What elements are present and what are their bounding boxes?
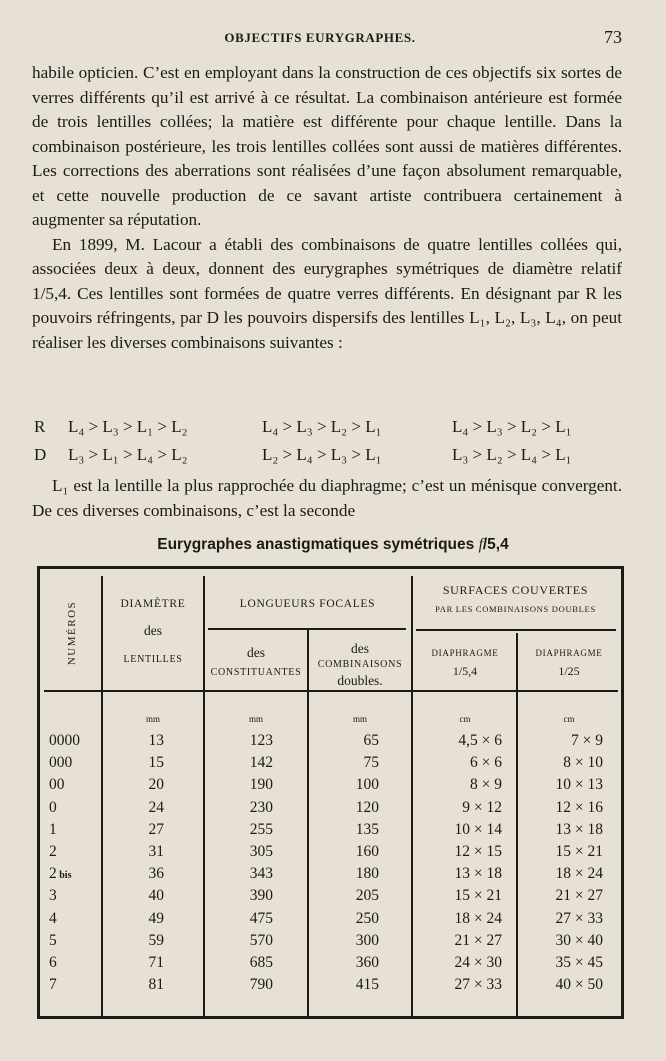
caption-ratio-f: f <box>478 536 483 553</box>
table-row <box>37 865 624 887</box>
cell-comb <box>310 821 379 839</box>
cell-s1 <box>414 865 502 883</box>
cell-num <box>49 821 97 839</box>
header-diaphragme-1 <box>414 645 516 679</box>
unit-cm-diaphragme-2: cm <box>563 714 575 724</box>
cell-num-text: 5 <box>49 931 57 949</box>
cell-diam <box>104 954 164 972</box>
cell-const <box>206 799 273 817</box>
inequality-d-2: L₂ > L₄ > L₃ > L₁ <box>262 445 382 464</box>
cell-diam <box>104 821 164 839</box>
cell-diam <box>104 910 164 928</box>
cell-s2-text: 27 × 33 <box>555 909 603 927</box>
table-row <box>37 821 624 843</box>
cell-const-text: 305 <box>249 843 273 860</box>
unit-mm-constituantes: mm <box>248 714 263 724</box>
cell-diam-text: 20 <box>148 776 164 794</box>
cell-num-text: 2 <box>49 843 57 860</box>
cell-comb <box>310 932 379 950</box>
cell-comb <box>310 887 379 905</box>
cell-diam <box>104 732 164 750</box>
cell-const <box>206 821 273 839</box>
cell-num <box>49 754 97 772</box>
cell-const <box>206 865 273 883</box>
header-combinaisons-doubles: doubles. <box>337 673 383 688</box>
cell-const <box>206 954 273 972</box>
cell-s2-text: 40 × 50 <box>555 976 603 994</box>
unit-mm-diametre: mm <box>145 714 160 724</box>
cell-s1 <box>414 754 502 772</box>
header-combinaisons-label: COMBINAISONS <box>317 659 403 670</box>
cell-s1-text: 24 × 30 <box>454 954 502 971</box>
inequality-r-2: L₄ > L₃ > L₂ > L₁ <box>262 417 382 436</box>
cell-num <box>49 887 97 905</box>
table-row <box>37 732 624 754</box>
inequality-label-r: R <box>34 417 46 436</box>
inequality-row-r <box>34 417 624 441</box>
cell-diam <box>104 865 164 883</box>
cell-comb <box>310 776 379 794</box>
cell-const <box>206 732 273 750</box>
cell-comb-text: 120 <box>355 798 379 816</box>
cell-s2 <box>517 954 603 972</box>
cell-comb <box>310 754 379 772</box>
cell-s1 <box>414 910 502 928</box>
cell-s2 <box>517 754 603 772</box>
cell-s1 <box>414 887 502 905</box>
cell-num <box>49 843 97 861</box>
cell-s1-text: 8 × 9 <box>470 776 502 794</box>
header-rule-focales <box>208 628 406 630</box>
cell-diam <box>104 799 164 817</box>
cell-const-text: 570 <box>249 931 273 949</box>
cell-s2-text: 30 × 40 <box>555 931 603 949</box>
cell-num-text: 0 <box>49 798 57 816</box>
cell-num-text: 00 <box>49 776 65 794</box>
header-diaphragme-2-value: 1/25 <box>558 664 580 678</box>
inequality-d-3: L₃ > L₂ > L₄ > L₁ <box>452 445 572 464</box>
cell-s1 <box>414 976 502 994</box>
cell-num-text: 1 <box>49 820 57 838</box>
unit-mm-combinaisons: mm <box>352 714 367 724</box>
cell-const <box>206 776 273 794</box>
header-diaphragme-1-value: 1/5,4 <box>452 664 478 678</box>
cell-s1 <box>414 776 502 794</box>
cell-num <box>49 976 97 994</box>
header-surfaces-sub: PAR LES COMBINAISONS DOUBLES <box>435 604 596 614</box>
cell-s2-text: 8 × 10 <box>563 754 603 772</box>
cell-const <box>206 910 273 928</box>
cell-comb-text: 415 <box>355 976 379 994</box>
table-row <box>37 799 624 821</box>
cell-const-text: 390 <box>249 887 273 905</box>
cell-s2-text: 7 × 9 <box>571 732 603 749</box>
cell-s1-text: 4,5 × 6 <box>458 732 502 749</box>
cell-num-text: 3 <box>49 887 57 905</box>
cell-s1 <box>414 954 502 972</box>
running-head <box>0 27 666 52</box>
cell-s2 <box>517 865 603 883</box>
cell-s2 <box>517 910 603 928</box>
cell-diam <box>104 754 164 772</box>
cell-s2-text: 13 × 18 <box>555 820 603 838</box>
cell-diam-text: 13 <box>148 732 164 749</box>
cell-comb-text: 160 <box>355 843 379 860</box>
cell-diam <box>104 976 164 994</box>
cell-diam <box>104 843 164 861</box>
header-constituantes-label: CONSTITUANTES <box>210 667 302 678</box>
header-surfaces <box>414 582 617 617</box>
header-diaphragme-1-label: DIAPHRAGME <box>431 648 499 658</box>
cell-diam <box>104 776 164 794</box>
cell-const <box>206 932 273 950</box>
cell-num-text: 000 <box>49 754 73 772</box>
cell-s1 <box>414 932 502 950</box>
cell-comb-text: 100 <box>355 776 379 794</box>
cell-num-text: 6 <box>49 954 57 971</box>
cell-num-bis: bis <box>56 870 72 882</box>
inequality-label-d: D <box>34 445 47 464</box>
cell-comb <box>310 865 379 883</box>
cell-s1-text: 18 × 24 <box>454 909 502 927</box>
cell-const-text: 142 <box>249 754 273 772</box>
cell-s1-text: 13 × 18 <box>454 865 502 883</box>
inequality-r-3: L₄ > L₃ > L₂ > L₁ <box>452 417 572 436</box>
cell-s1-text: 21 × 27 <box>454 931 502 949</box>
cell-s1-text: 15 × 21 <box>454 887 502 905</box>
cell-s2 <box>517 732 603 750</box>
cell-diam-text: 81 <box>148 976 164 994</box>
cell-const-text: 255 <box>249 820 273 838</box>
cell-comb-text: 250 <box>355 909 379 927</box>
header-diaphragme-2 <box>518 645 620 679</box>
cell-diam-text: 24 <box>148 798 164 816</box>
header-rule-surfaces <box>416 629 616 631</box>
cell-comb-text: 180 <box>355 865 379 883</box>
cell-num <box>49 776 97 794</box>
cell-comb-text: 360 <box>355 954 379 971</box>
header-diametre-des: des <box>144 623 162 638</box>
cell-s1 <box>414 732 502 750</box>
paragraph-3: L₁ est la lentille la plus rapprochée du diaphragme; c’est un ménisque convergent. De ces diverses combinaisons, c’est la seconde <box>32 476 622 520</box>
cell-s1-text: 9 × 12 <box>462 798 502 816</box>
header-constituantes <box>206 645 306 681</box>
cell-diam <box>104 932 164 950</box>
cell-s1-text: 10 × 14 <box>454 820 502 838</box>
header-longueurs-focales: LONGUEURS FOCALES <box>239 598 376 610</box>
header-numeros: NUMÉROS <box>66 600 79 666</box>
cell-num-text: 0000 <box>49 732 80 749</box>
header-surfaces-label: SURFACES COUVERTES <box>442 583 589 597</box>
header-combinaisons <box>310 641 410 689</box>
table-caption <box>0 536 666 554</box>
cell-diam-text: 71 <box>148 954 164 971</box>
paragraph-2: En 1899, M. Lacour a établi des combinaisons de quatre lentilles collées qui, associées deux à deux, donnent des eurygraphes symétriques de diamètre relatif 1/5,4. Ces lentilles sont formées de quatre verres différents. En désignant par R les pouvoirs réfringents, par D les pouvoirs dispersifs des lentilles L₁, L₂, L₃, L₄, on peut réaliser les diverses combinaisons suivantes : <box>32 234 622 352</box>
cell-s1 <box>414 843 502 861</box>
cell-const-text: 475 <box>249 909 273 927</box>
table-row <box>37 754 624 776</box>
inequality-row-d <box>34 445 624 469</box>
cell-num <box>49 732 97 750</box>
cell-const-text: 685 <box>249 954 273 971</box>
cell-diam-text: 31 <box>148 843 164 860</box>
table-row <box>37 932 624 954</box>
cell-num <box>49 932 97 950</box>
cell-comb <box>310 732 379 750</box>
cell-s2 <box>517 799 603 817</box>
cell-num <box>49 799 97 817</box>
cell-s2 <box>517 976 603 994</box>
cell-s2-text: 15 × 21 <box>555 843 603 860</box>
cell-s2 <box>517 776 603 794</box>
header-diametre-label: DIAMÈTRE <box>120 598 186 610</box>
cell-comb <box>310 799 379 817</box>
page-number: 73 <box>604 27 622 47</box>
cell-s2 <box>517 932 603 950</box>
cell-diam-text: 36 <box>148 865 164 883</box>
cell-comb <box>310 976 379 994</box>
cell-const <box>206 754 273 772</box>
cell-s2-text: 21 × 27 <box>555 887 603 905</box>
cell-s2 <box>517 843 603 861</box>
header-diametre <box>104 596 202 668</box>
header-constituantes-des: des <box>247 645 265 660</box>
header-bottom-rule <box>44 690 618 692</box>
cell-comb-text: 135 <box>355 820 379 838</box>
cell-s2-text: 10 × 13 <box>555 776 603 794</box>
cell-num <box>49 954 97 972</box>
running-title: OBJECTIFS EURYGRAPHES. <box>224 30 416 45</box>
cell-const-text: 790 <box>249 976 273 994</box>
inequality-d-1: L₃ > L₁ > L₄ > L₂ <box>68 445 188 464</box>
cell-diam-text: 59 <box>148 931 164 949</box>
cell-diam-text: 40 <box>148 887 164 905</box>
cell-comb-text: 75 <box>363 754 379 772</box>
cell-const <box>206 887 273 905</box>
cell-s2-text: 35 × 45 <box>555 954 603 971</box>
header-diaphragme-2-label: DIAPHRAGME <box>535 648 603 658</box>
cell-s2 <box>517 821 603 839</box>
cell-comb-text: 65 <box>363 732 379 749</box>
cell-s1 <box>414 799 502 817</box>
cell-s2-text: 18 × 24 <box>555 865 603 883</box>
header-diametre-lentilles: LENTILLES <box>123 654 183 665</box>
table-row <box>37 976 624 998</box>
cell-num <box>49 910 97 928</box>
cell-const-text: 123 <box>249 732 273 749</box>
cell-num <box>49 865 97 883</box>
cell-comb <box>310 954 379 972</box>
table-row <box>37 910 624 932</box>
cell-comb-text: 205 <box>355 887 379 905</box>
cell-comb <box>310 910 379 928</box>
cell-num-text: 7 <box>49 976 57 994</box>
table-row <box>37 887 624 909</box>
cell-const-text: 190 <box>249 776 273 794</box>
inequality-r-1: L₄ > L₃ > L₁ > L₂ <box>68 417 188 436</box>
body-text <box>32 61 622 355</box>
paragraph-1: habile opticien. C’est en employant dans la construction de ces objectifs six sortes de verres différents qu’il est arrivé à ce résultat. La combinaison antérieure est formée de trois lentilles collées; la matière est différente pour chaque lentille. Dans la combinaison postérieure, les trois lentilles collées sont aussi de matières différentes. Les corrections des aberrations sont réalisées d’une façon absolument remarquable, et cette nouvelle production de ce savant artiste contribuera certainement à augmenter sa réputation. <box>32 63 622 229</box>
table-row <box>37 954 624 976</box>
cell-s1-text: 12 × 15 <box>454 843 502 860</box>
table-row <box>37 843 624 865</box>
cell-s1-text: 27 × 33 <box>454 976 502 994</box>
cell-const-text: 230 <box>249 798 273 816</box>
cell-s2-text: 12 × 16 <box>555 798 603 816</box>
cell-num-text: 2 <box>49 865 57 883</box>
cell-s2 <box>517 887 603 905</box>
header-numeros-cell <box>52 578 92 688</box>
header-combinaisons-des: des <box>351 641 369 656</box>
caption-ratio-value: /5,4 <box>482 536 509 553</box>
cell-const <box>206 976 273 994</box>
cell-comb <box>310 843 379 861</box>
cell-diam-text: 27 <box>148 820 164 838</box>
cell-s1-text: 6 × 6 <box>470 754 502 772</box>
cell-comb-text: 300 <box>355 931 379 949</box>
cell-num-text: 4 <box>49 909 57 927</box>
caption-text: Eurygraphes anastigmatiques symétriques <box>157 536 479 553</box>
cell-s1 <box>414 821 502 839</box>
cell-diam-text: 15 <box>148 754 164 772</box>
table-row <box>37 776 624 798</box>
unit-cm-diaphragme-1: cm <box>459 714 471 724</box>
cell-const <box>206 843 273 861</box>
cell-diam-text: 49 <box>148 909 164 927</box>
cell-const-text: 343 <box>249 865 273 883</box>
cell-diam <box>104 887 164 905</box>
